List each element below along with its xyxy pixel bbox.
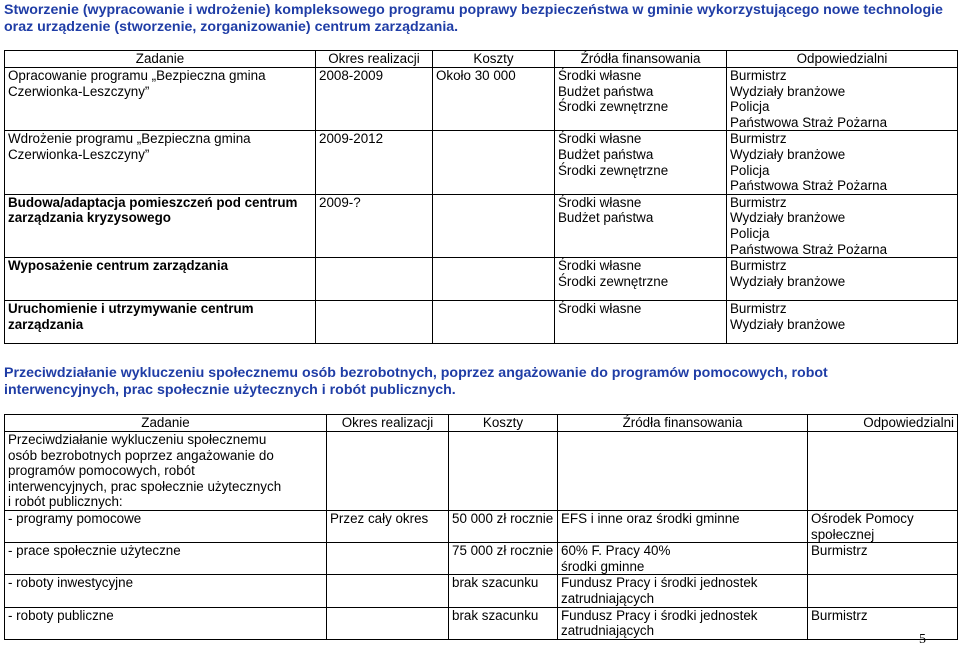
column-header: Źródła finansowania xyxy=(555,51,727,68)
source-item: Środki własne xyxy=(558,68,642,83)
responsible-cell: Ośrodek Pomocy społecznej xyxy=(808,510,958,542)
source-item: Środki własne xyxy=(558,131,642,147)
sources-cell xyxy=(558,432,808,511)
period-cell xyxy=(327,432,449,511)
period-cell: 2009-2012 xyxy=(316,131,433,194)
source-item: Środki zewnętrzne xyxy=(558,162,669,178)
table-row xyxy=(5,258,958,301)
responsible-item: Policja xyxy=(730,225,770,241)
responsible-item: Państwowa Straż Pożarna xyxy=(730,178,888,194)
column-header: Okres realizacji xyxy=(316,51,433,68)
source-item: Środki własne xyxy=(558,301,642,317)
security-tasks-table xyxy=(4,50,958,344)
responsible-cell: Burmistrz xyxy=(808,607,958,639)
table-row xyxy=(5,575,958,607)
responsible-item: Burmistrz xyxy=(730,194,787,210)
table-row xyxy=(5,543,958,575)
sources-cell: EFS i inne oraz środki gminne xyxy=(558,510,808,542)
task-cell: Przeciwdziałanie wykluczeniu społecznemu osób bezrobotnych poprzez angażowanie do programów pomocowych, robót interwencyjnych, prac społecznie użytecznych i robót publicznych: xyxy=(5,432,327,511)
responsible-item: Policja xyxy=(730,162,770,178)
period-cell: 2008-2009 xyxy=(316,68,433,131)
cost-cell xyxy=(433,194,555,257)
responsible-item: Wydziały branżowe xyxy=(730,273,846,289)
source-item: Budżet państwa xyxy=(558,83,654,99)
table-row xyxy=(5,432,958,511)
task-cell: Uruchomienie i utrzymywanie centrum zarządzania xyxy=(5,301,316,344)
cost-cell: 50 000 zł rocznie xyxy=(449,510,558,542)
source-item: Środki własne xyxy=(558,194,642,210)
table-row xyxy=(5,301,958,344)
responsible-cell xyxy=(727,258,958,301)
source-item: Środki własne xyxy=(558,258,642,274)
cost-cell: Około 30 000 xyxy=(433,68,555,131)
table-row xyxy=(5,194,958,257)
page-number: 5 xyxy=(919,632,926,647)
period-cell xyxy=(316,301,433,344)
table-row xyxy=(5,607,958,639)
sources-cell xyxy=(555,68,727,131)
period-cell xyxy=(327,543,449,575)
sources-cell xyxy=(555,194,727,257)
responsible-item: Policja xyxy=(730,99,770,115)
table-row xyxy=(5,131,958,194)
responsible-item: Państwowa Straż Pożarna xyxy=(730,241,888,257)
unemployment-tasks-table xyxy=(4,414,958,640)
cost-cell: brak szacunku xyxy=(449,575,558,607)
cost-cell xyxy=(433,258,555,301)
responsible-item: Wydziały branżowe xyxy=(730,146,846,162)
task-cell: Wyposażenie centrum zarządzania xyxy=(5,258,316,301)
section-heading-unemployment: Przeciwdziałanie wykluczeniu społecznemu osób bezrobotnych, poprzez angażowanie do programów pomocowych, robot interwencyjnych, prac społecznie użytecznych i robót publicznych. xyxy=(4,365,828,398)
section-heading-security: Stworzenie (wypracowanie i wdrożenie) kompleksowego programu poprawy bezpieczeństwa w gminie wykorzystującego nowe technologie oraz urządzenie (stworzenie, zorganizowanie) centrum zarządzania. xyxy=(4,2,943,35)
responsible-cell xyxy=(808,432,958,511)
column-header: Źródła finansowania xyxy=(558,415,808,432)
period-cell: Przez cały okres xyxy=(327,510,449,542)
cost-cell: brak szacunku xyxy=(449,607,558,639)
period-cell: 2009-? xyxy=(316,194,433,257)
period-cell xyxy=(316,258,433,301)
responsible-cell xyxy=(727,301,958,344)
sources-cell: 60% F. Pracy 40% środki gminne xyxy=(558,543,808,575)
sources-cell xyxy=(555,131,727,194)
task-cell: - programy pomocowe xyxy=(5,510,327,542)
sources-cell xyxy=(555,258,727,301)
responsible-item: Wydziały branżowe xyxy=(730,210,846,226)
source-item: Środki zewnętrzne xyxy=(558,99,669,115)
cost-cell xyxy=(433,301,555,344)
responsible-cell: Burmistrz xyxy=(808,543,958,575)
responsible-cell xyxy=(727,194,958,257)
task-cell: - roboty inwestycyjne xyxy=(5,575,327,607)
column-header: Zadanie xyxy=(5,415,327,432)
task-cell: Opracowanie programu „Bezpieczna gmina Czerwionka-Leszczyny” xyxy=(5,68,316,131)
cost-cell xyxy=(433,131,555,194)
responsible-item: Państwowa Straż Pożarna xyxy=(730,114,888,130)
responsible-item: Burmistrz xyxy=(730,258,787,274)
responsible-item: Wydziały branżowe xyxy=(730,83,846,99)
cost-cell xyxy=(449,432,558,511)
responsible-cell xyxy=(727,131,958,194)
sources-cell xyxy=(555,301,727,344)
task-cell: - roboty publiczne xyxy=(5,607,327,639)
table-row xyxy=(5,68,958,131)
table-header-row xyxy=(5,415,958,432)
source-item: Środki zewnętrzne xyxy=(558,273,669,289)
source-item: Budżet państwa xyxy=(558,146,654,162)
sources-cell: Fundusz Pracy i środki jednostek zatrudniających xyxy=(558,575,808,607)
column-header: Koszty xyxy=(449,415,558,432)
column-header: Odpowiedzialni xyxy=(808,415,958,432)
responsible-item: Burmistrz xyxy=(730,68,787,83)
responsible-item: Wydziały branżowe xyxy=(730,316,846,332)
task-cell: Budowa/adaptacja pomieszczeń pod centrum zarządzania kryzysowego xyxy=(5,194,316,257)
cost-cell: 75 000 zł rocznie xyxy=(449,543,558,575)
period-cell xyxy=(327,575,449,607)
column-header: Odpowiedzialni xyxy=(727,51,958,68)
column-header: Zadanie xyxy=(5,51,316,68)
column-header: Koszty xyxy=(433,51,555,68)
source-item: Budżet państwa xyxy=(558,210,654,226)
column-header: Okres realizacji xyxy=(327,415,449,432)
table-row xyxy=(5,510,958,542)
task-cell: Wdrożenie programu „Bezpieczna gmina Czerwionka-Leszczyny” xyxy=(5,131,316,194)
responsible-item: Burmistrz xyxy=(730,301,787,317)
sources-cell: Fundusz Pracy i środki jednostek zatrudniających xyxy=(558,607,808,639)
responsible-cell xyxy=(727,68,958,131)
task-cell: - prace społecznie użyteczne xyxy=(5,543,327,575)
responsible-cell xyxy=(808,575,958,607)
table-header-row xyxy=(5,51,958,68)
period-cell xyxy=(327,607,449,639)
responsible-item: Burmistrz xyxy=(730,131,787,147)
